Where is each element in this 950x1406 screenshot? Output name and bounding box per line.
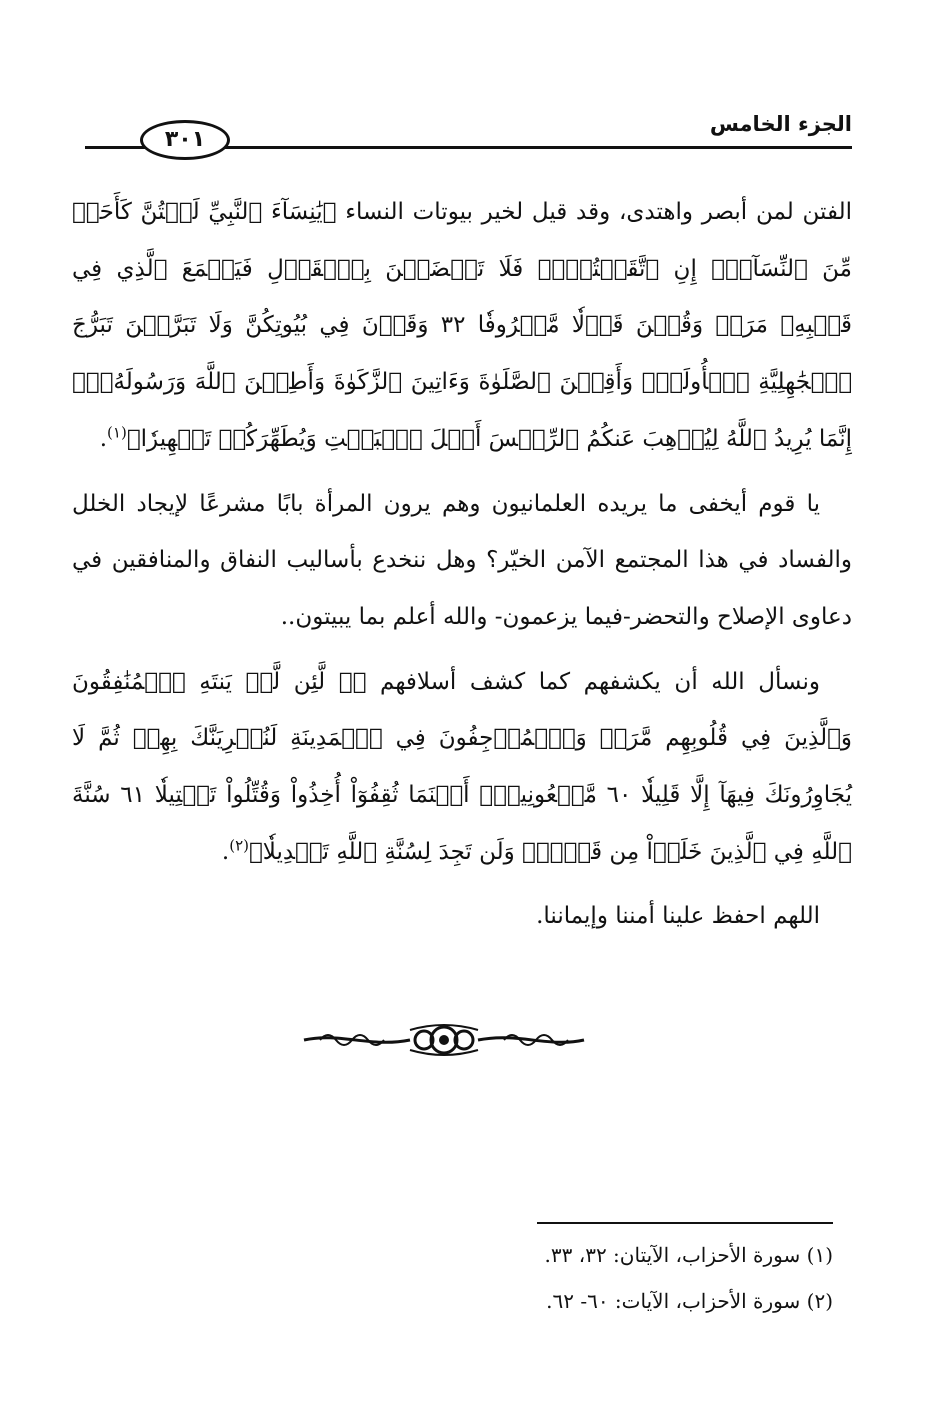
paragraph-3: [72, 654, 852, 881]
paragraph-2: يا قوم أيخفى ما يريده العلمانيون وهم يرون المرأة بابًا مشرعًا لإيجاد الخلل والفساد في هذا المجتمع الآمن الخيّر؟ وهل ننخدع بأساليب النفاق والمنافقين في دعاوى الإصلاح والتحضر-فيما يزعمون- والله أعلم بما يبيتون..: [72, 490, 852, 630]
paragraph-1-text: الفتن لمن أبصر واهتدى، وقد قيل لخير بيوتات النساء: [336, 199, 852, 225]
footnote-rule: [537, 1222, 833, 1224]
part-title: الجزء الخامس: [709, 112, 852, 136]
paragraph-1: [72, 184, 852, 468]
footnotes: [300, 1232, 833, 1324]
paragraph-3-text: ونسأل الله أن يكشفهم كما كشف أسلافهم: [366, 668, 821, 695]
page-header: [85, 112, 852, 160]
paragraph-3-end: .: [221, 838, 230, 865]
paragraph-1-end: .: [99, 425, 108, 452]
page-number: ٣٠١: [140, 120, 230, 160]
paragraph-4: اللهم احفظ علينا أمننا وإيماننا.: [536, 903, 820, 930]
footnote-ref-1: (١): [107, 423, 127, 442]
quran-verse-2: ﴿۞ لَّئِن لَّمۡ يَنتَهِ ٱلۡمُنَٰفِقُونَ وَٱلَّذِينَ فِي قُلُوبِهِم مَّرَضٞ وَٱلۡمُرۡجِفُونَ فِي ٱلۡمَدِينَةِ لَنُغۡرِيَنَّكَ بِهِمۡ ثُمَّ لَا يُجَاوِرُونَكَ فِيهَآ إِلَّا قَلِيلٗا ٦٠ مَّلۡعُونِينَۖ أَيۡنَمَا ثُقِفُوٓاْ أُخِذُواْ وَقُتِّلُواْ تَقۡتِيلٗا ٦١ سُنَّةَ ٱللَّهِ فِي ٱلَّذِينَ خَلَوۡاْ مِن قَبۡلُۖ وَلَن تَجِدَ لِسُنَّةِ ٱللَّهِ تَبۡدِيلٗا﴾: [72, 668, 852, 865]
footnote-ref-2: (٢): [229, 836, 249, 855]
quran-verse-1: ﴿يَٰنِسَآءَ ٱلنَّبِيِّ لَسۡتُنَّ كَأَحَدٖ مِّنَ ٱلنِّسَآءِۚ إِنِ ٱتَّقَيۡتُنَّۚ فَلَا تَخۡضَعۡنَ بِٱلۡقَوۡلِ فَيَطۡمَعَ ٱلَّذِي فِي قَلۡبِهِۦ مَرَضٞ وَقُلۡنَ قَوۡلٗا مَّعۡرُوفٗا ٣٢ وَقَرۡنَ فِي بُيُوتِكُنَّ وَلَا تَبَرَّجۡنَ تَبَرُّجَ ٱلۡجَٰهِلِيَّةِ ٱلۡأُولَىٰۖ وَأَقِمۡنَ ٱلصَّلَوٰةَ وَءَاتِينَ ٱلزَّكَوٰةَ وَأَطِعۡنَ ٱللَّهَ وَرَسُولَهُۥٓۚ إِنَّمَا يُرِيدُ ٱللَّهُ لِيُذۡهِبَ عَنكُمُ ٱلرِّجۡسَ أَهۡلَ ٱلۡبَيۡتِ وَيُطَهِّرَكُمۡ تَطۡهِيرٗا﴾: [72, 199, 852, 452]
footnote-2: (٢) سورة الأحزاب، الآيات: ٦٠- ٦٢.: [546, 1289, 833, 1313]
footnote-1: (١) سورة الأحزاب، الآيتان: ٣٢، ٣٣.: [544, 1243, 833, 1267]
ornament-divider-icon: [300, 1022, 588, 1058]
main-text: [72, 184, 852, 945]
